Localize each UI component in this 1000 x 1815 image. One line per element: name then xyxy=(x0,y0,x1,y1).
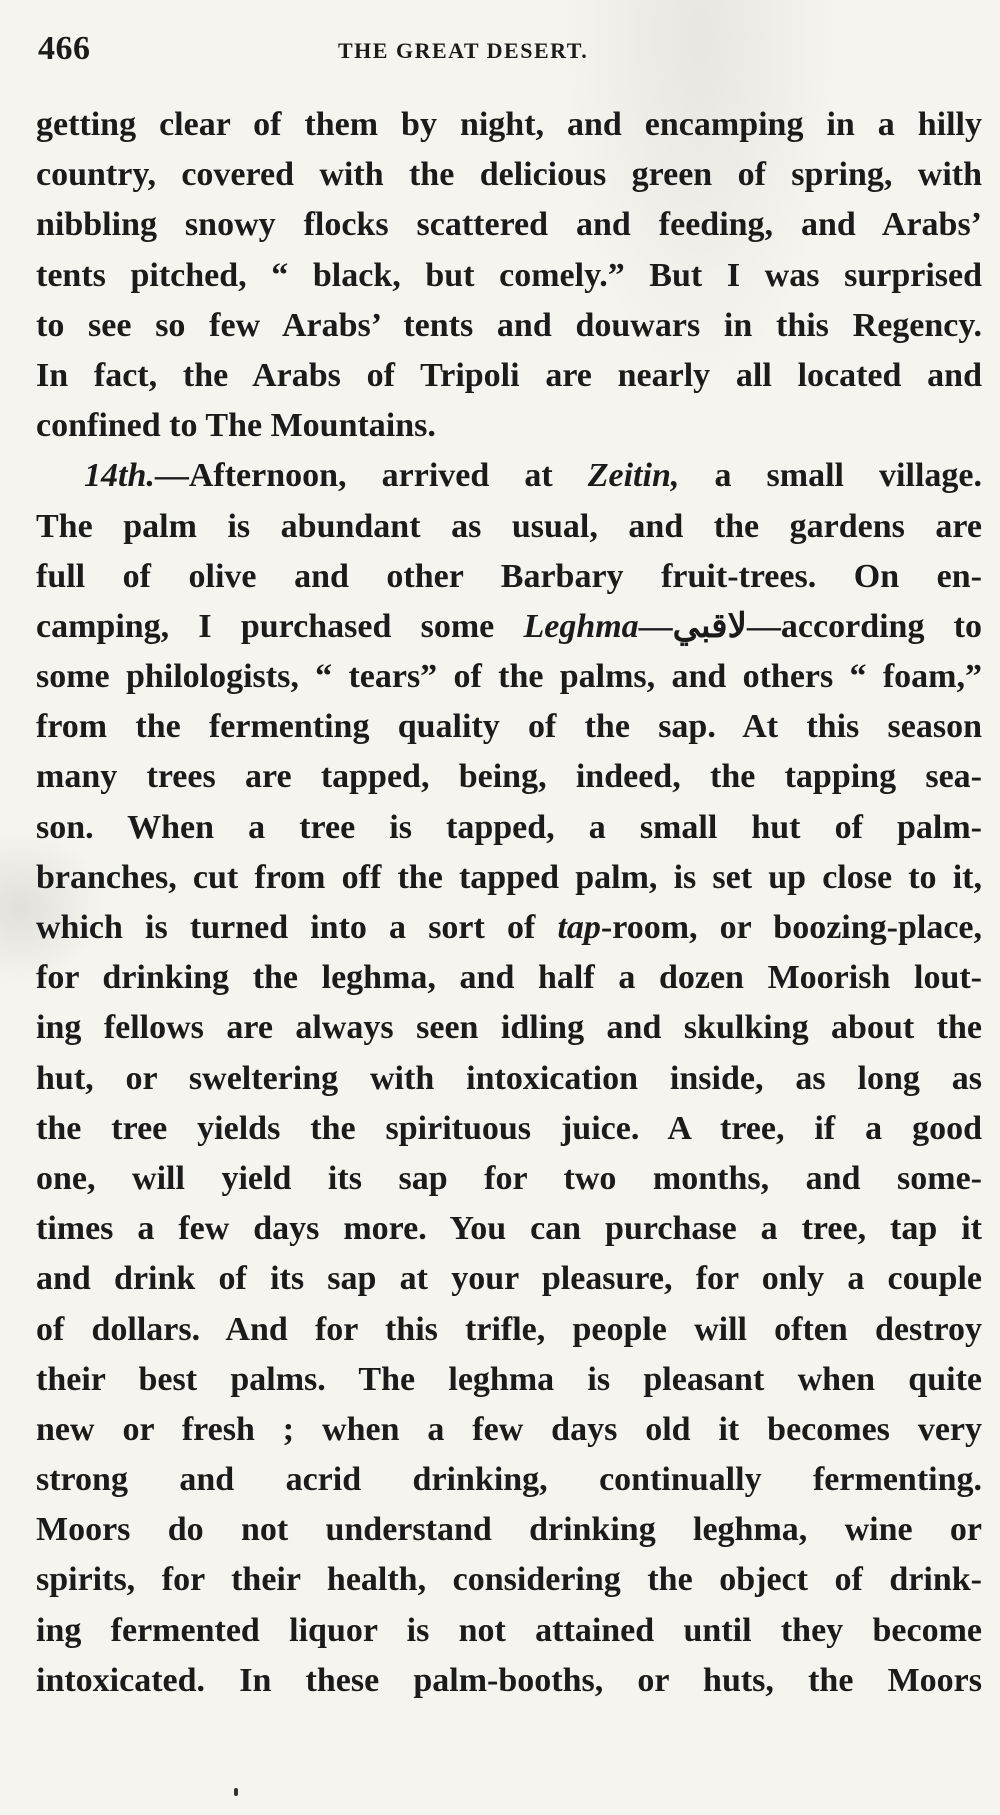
text-line: their best palms. The leghma is pleasant when quite xyxy=(36,1360,982,1398)
text-line: nibbling snowy flocks scattered and feeding, and Arabs’ xyxy=(36,206,982,244)
text-line: times a few days more. You can purchase a tree, tap it xyxy=(36,1210,982,1248)
text-line: many trees are tapped, being, indeed, the tapping sea- xyxy=(36,758,982,796)
text-line: to see so few Arabs’ tents and douwars in this Regency. xyxy=(36,306,982,344)
text-line xyxy=(36,451,982,501)
text-run: —لاقبي—according to xyxy=(638,607,982,645)
text-line: the tree yields the spirituous juice. A tree, if a good xyxy=(36,1109,982,1147)
body-text xyxy=(36,100,982,1706)
text-line: full of olive and other Barbary fruit-trees. On en- xyxy=(36,557,982,595)
text-line: tents pitched, “ black, but comely.” But I was surprised xyxy=(36,256,982,294)
text-line: son. When a tree is tapped, a small hut of palm- xyxy=(36,808,982,846)
text-line: getting clear of them by night, and encamping in a hilly xyxy=(36,106,982,143)
place-name: Zeitin, xyxy=(587,457,680,495)
text-line: strong and acrid drinking, continually fermenting. xyxy=(36,1461,982,1499)
date-label: 14th. xyxy=(84,457,155,495)
term-tap: tap xyxy=(557,909,601,946)
text-line: Moors do not understand drinking leghma, wine or xyxy=(36,1511,982,1549)
text-line: some philologists, “ tears” of the palms, and others “ foam,” xyxy=(36,658,982,696)
text-line: hut, or sweltering with intoxication inside, as long as xyxy=(36,1059,982,1097)
text-line xyxy=(36,602,982,652)
text-run: camping, I purchased some xyxy=(36,607,524,645)
text-line: branches, cut from off the tapped palm, is set up close to it, xyxy=(36,858,982,896)
text-run: —Afternoon, arrived at xyxy=(154,457,588,495)
running-head: THE GREAT DESERT. xyxy=(338,38,589,63)
text-line: one, will yield its sap for two months, and some- xyxy=(36,1159,982,1197)
text-line: new or fresh ; when a few days old it becomes very xyxy=(36,1410,982,1448)
text-line: from the fermenting quality of the sap. At this season xyxy=(36,708,982,746)
text-run: which is turned into a sort of xyxy=(36,909,558,946)
text-line: intoxicated. In these palm-booths, or huts, the Moors xyxy=(36,1661,982,1699)
page-number: 466 xyxy=(38,30,91,67)
text-run: a small village. xyxy=(679,457,982,495)
page-header xyxy=(38,26,978,70)
text-line: spirits, for their health, considering the object of drink- xyxy=(36,1561,982,1599)
text-line: of dollars. And for this trifle, people will often destroy xyxy=(36,1310,982,1348)
text-line: In fact, the Arabs of Tripoli are nearly all located and xyxy=(36,356,982,394)
text-line: country, covered with the delicious green of spring, with xyxy=(36,156,982,194)
text-run: -room, or boozing-place, xyxy=(600,909,982,946)
text-line: and drink of its sap at your pleasure, for only a couple xyxy=(36,1260,982,1298)
term-leghma: Leghma xyxy=(523,607,639,645)
print-speck xyxy=(234,1788,238,1796)
text-line: ing fellows are always seen idling and skulking about the xyxy=(36,1009,982,1047)
text-line: confined to The Mountains. xyxy=(36,407,436,445)
text-line: The palm is abundant as usual, and the gardens are xyxy=(36,507,982,545)
text-line xyxy=(36,903,982,953)
text-line: for drinking the leghma, and half a dozen Moorish lout- xyxy=(36,959,982,997)
text-line: ing fermented liquor is not attained until they become xyxy=(36,1611,982,1649)
